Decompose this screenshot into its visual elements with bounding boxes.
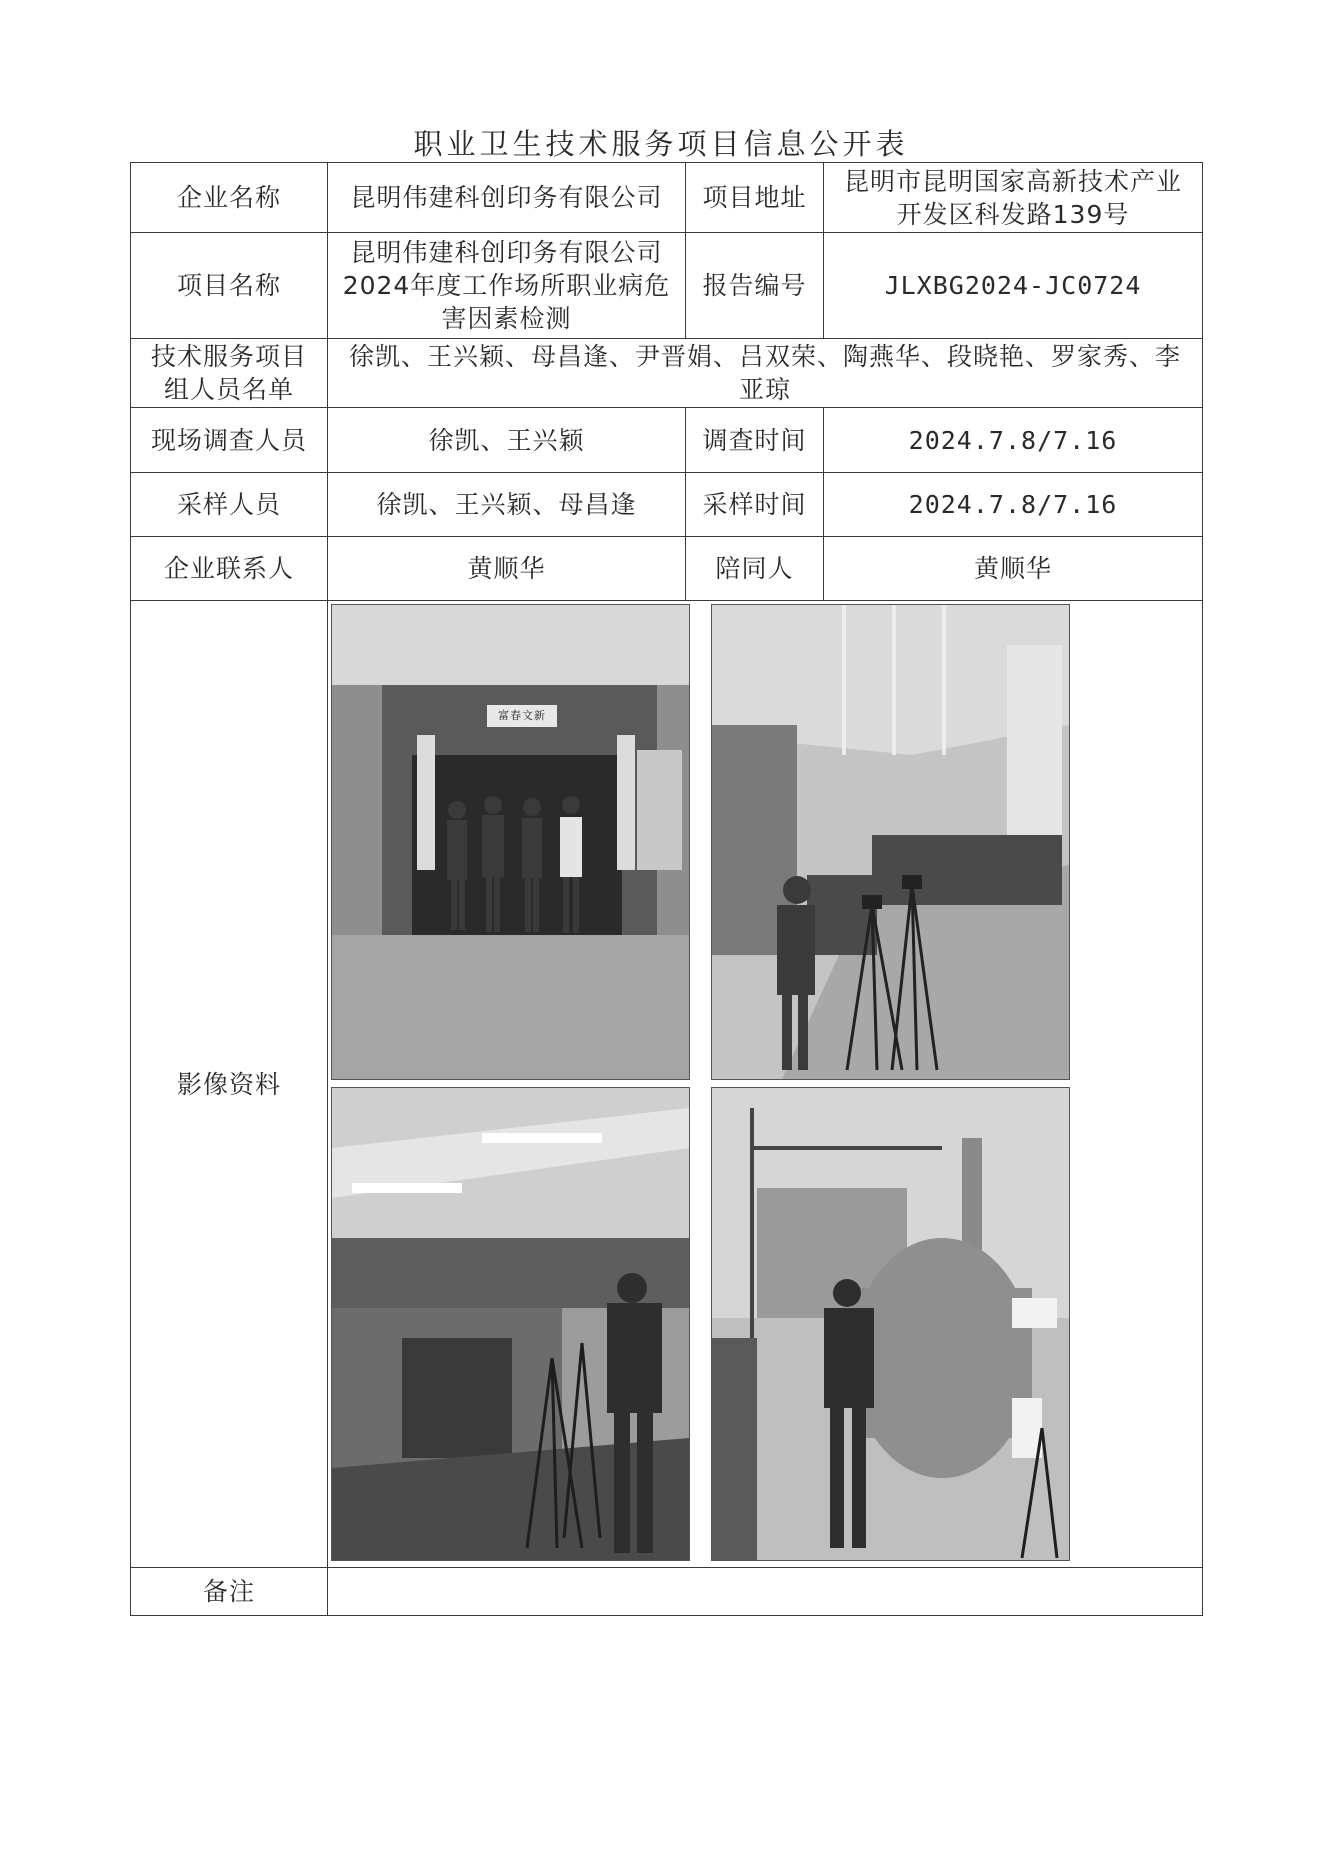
survey-time-value: 2024.7.8/7.16 bbox=[824, 408, 1203, 473]
photo-workshop-sampling bbox=[711, 604, 1070, 1080]
notes-value bbox=[328, 1568, 1203, 1616]
row-sampling bbox=[131, 473, 1203, 537]
company-label: 企业名称 bbox=[131, 163, 328, 233]
company-value: 昆明伟建科创印务有限公司 bbox=[328, 163, 686, 233]
project-label: 项目名称 bbox=[131, 233, 328, 339]
survey-staff-value: 徐凯、王兴颖 bbox=[328, 408, 686, 473]
survey-staff-label: 现场调查人员 bbox=[131, 408, 328, 473]
row-survey bbox=[131, 408, 1203, 473]
photo-boiler-room-sampling bbox=[711, 1087, 1070, 1561]
notes-label: 备注 bbox=[131, 1568, 328, 1616]
sampling-time-value: 2024.7.8/7.16 bbox=[824, 473, 1203, 537]
sampling-staff-value: 徐凯、王兴颖、母昌逢 bbox=[328, 473, 686, 537]
contact-label: 企业联系人 bbox=[131, 537, 328, 601]
project-value: 昆明伟建科创印务有限公司2024年度工作场所职业病危害因素检测 bbox=[328, 233, 686, 339]
images-label: 影像资料 bbox=[131, 601, 328, 1568]
address-label: 项目地址 bbox=[686, 163, 824, 233]
photo-entrance-group bbox=[331, 604, 690, 1080]
row-notes bbox=[131, 1568, 1203, 1616]
row-company bbox=[131, 163, 1203, 233]
team-value: 徐凯、王兴颖、母昌逢、尹晋娟、吕双荣、陶燕华、段晓艳、罗家秀、李亚琼 bbox=[328, 339, 1203, 408]
row-images bbox=[131, 601, 1203, 1568]
escort-value: 黄顺华 bbox=[824, 537, 1203, 601]
row-team bbox=[131, 339, 1203, 408]
survey-time-label: 调查时间 bbox=[686, 408, 824, 473]
info-table bbox=[130, 162, 1203, 1616]
contact-value: 黄顺华 bbox=[328, 537, 686, 601]
sampling-time-label: 采样时间 bbox=[686, 473, 824, 537]
photo-machine-sampling bbox=[331, 1087, 690, 1561]
report-label: 报告编号 bbox=[686, 233, 824, 339]
team-label: 技术服务项目组人员名单 bbox=[131, 339, 328, 408]
row-contact bbox=[131, 537, 1203, 601]
report-number: JLXBG2024-JC0724 bbox=[824, 233, 1203, 339]
address-value: 昆明市昆明国家高新技术产业开发区科发路139号 bbox=[824, 163, 1203, 233]
sampling-staff-label: 采样人员 bbox=[131, 473, 328, 537]
row-project bbox=[131, 233, 1203, 339]
entrance-sign-text: 富春文新 bbox=[498, 709, 546, 722]
page-title: 职业卫生技术服务项目信息公开表 bbox=[413, 127, 909, 161]
images-cell bbox=[328, 601, 1203, 1568]
escort-label: 陪同人 bbox=[686, 537, 824, 601]
